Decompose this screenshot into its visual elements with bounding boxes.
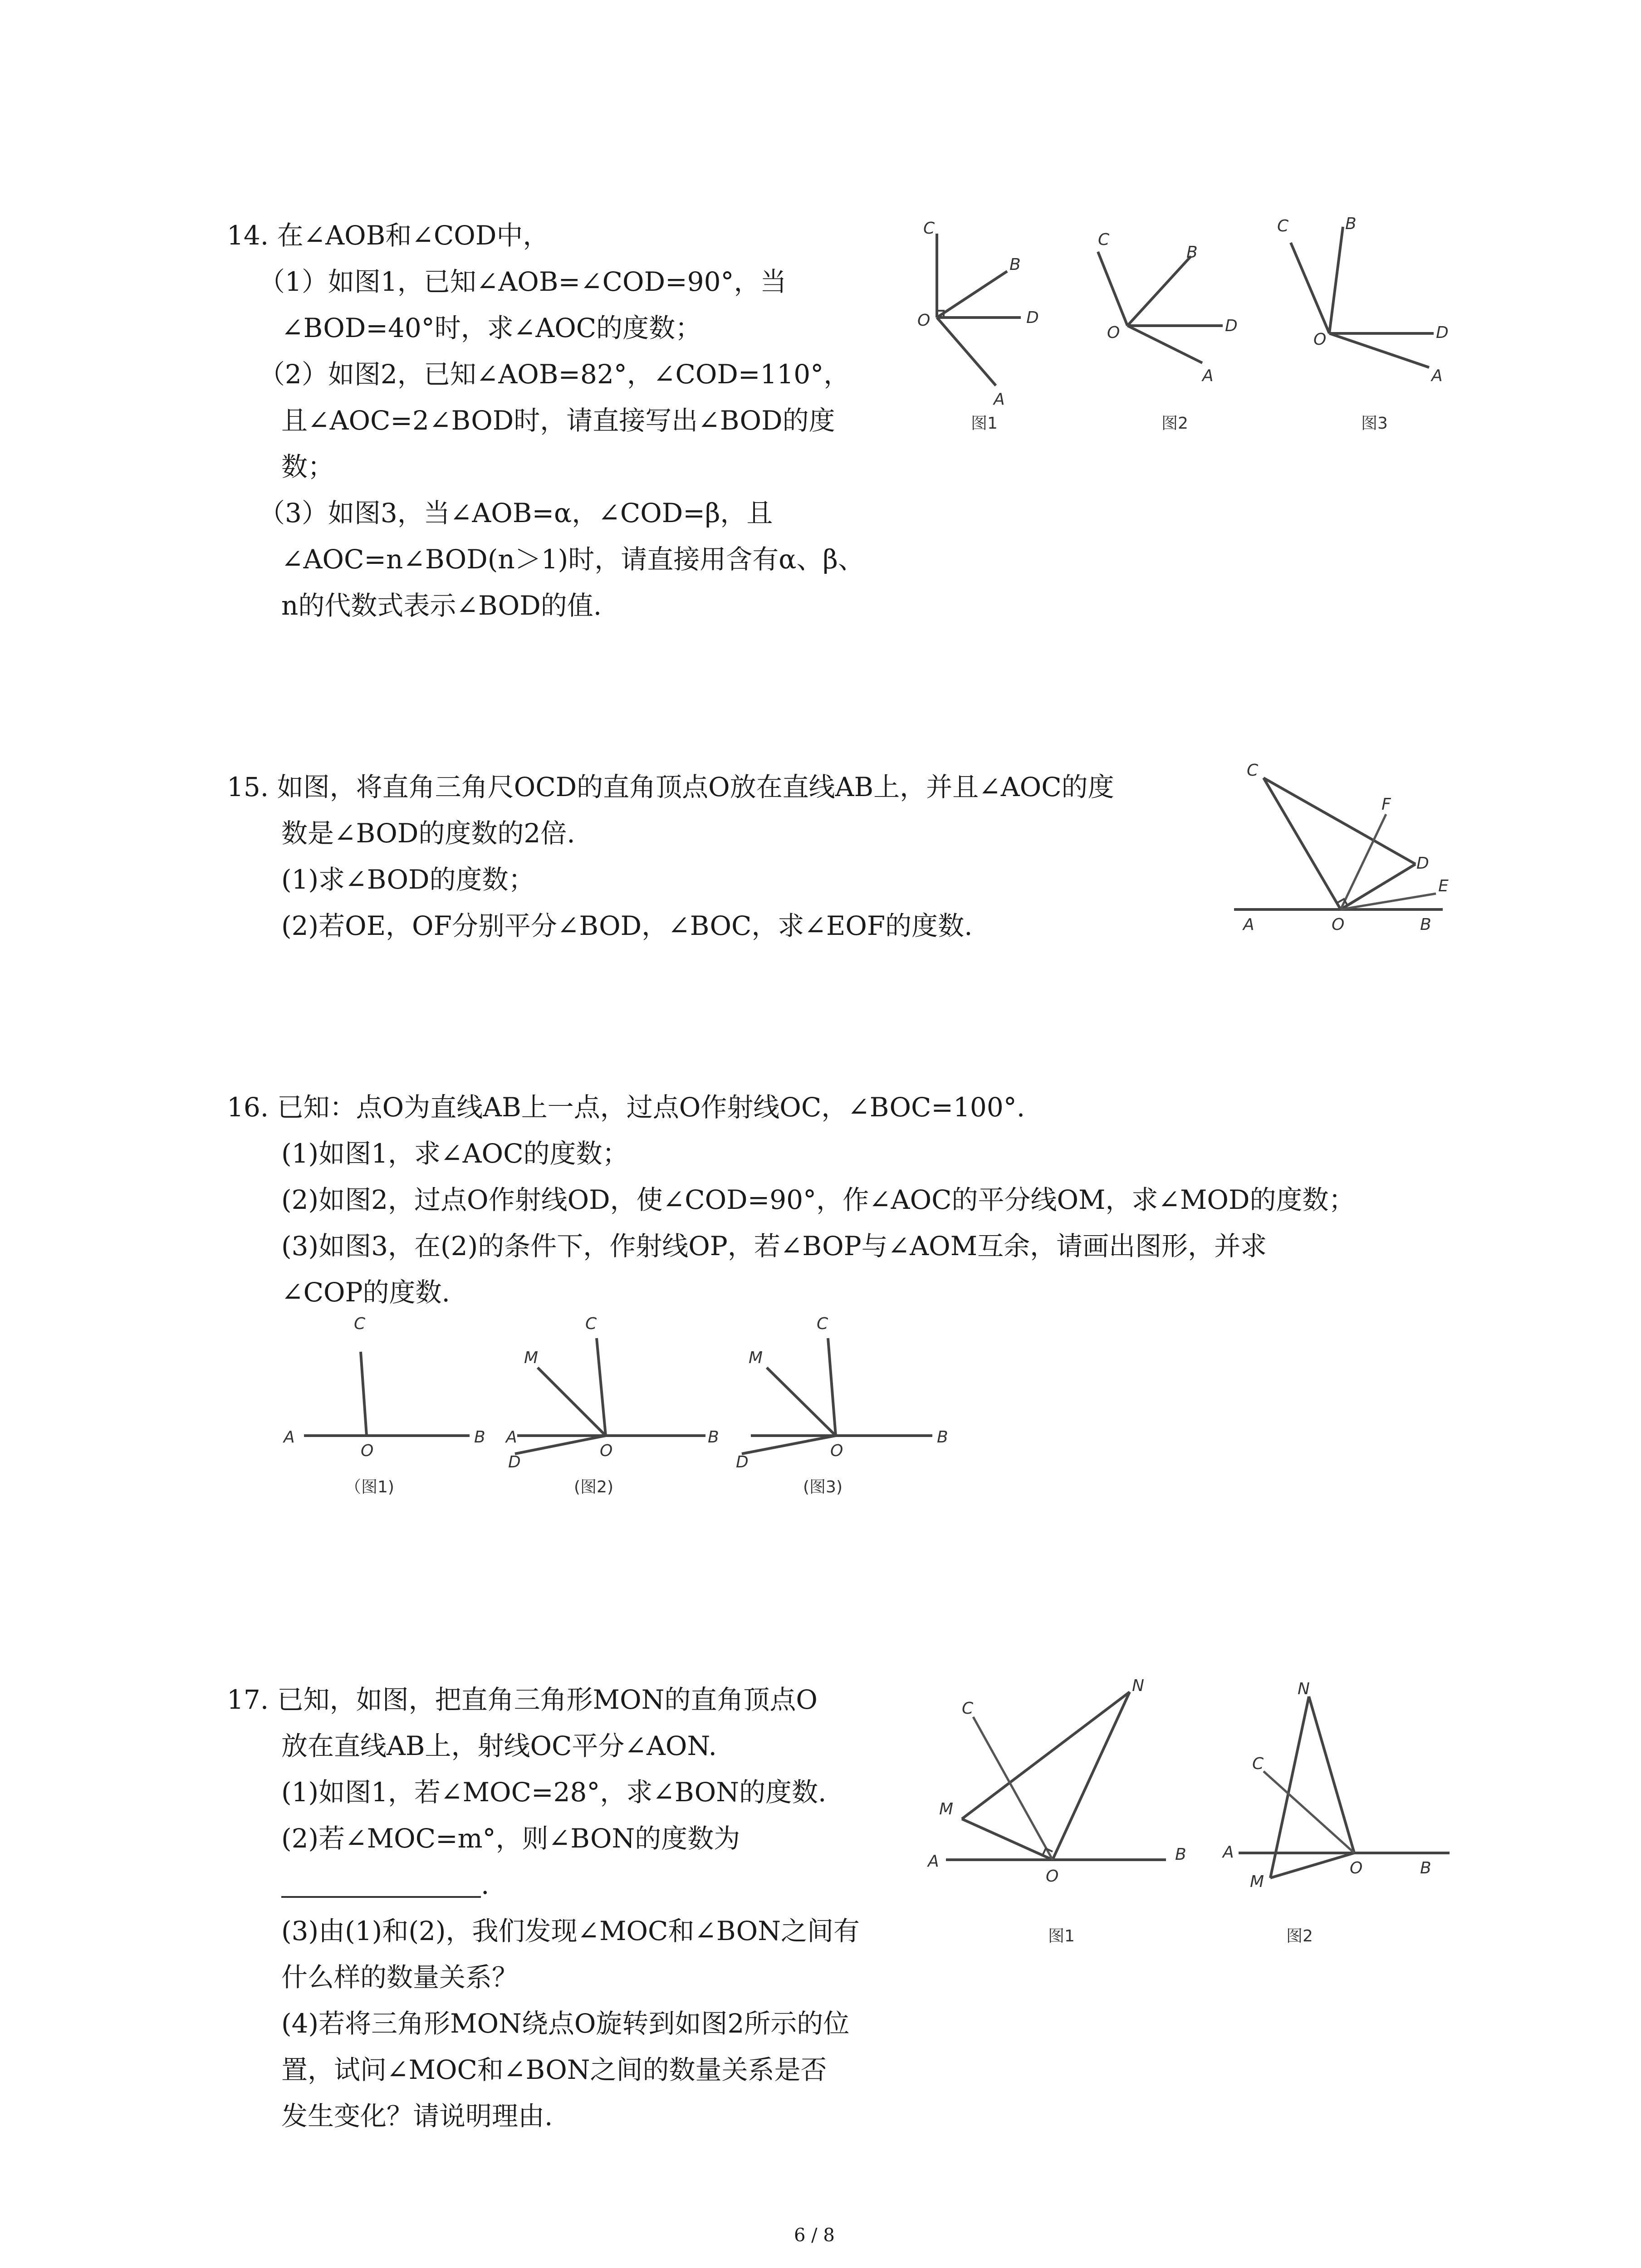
q15-label-a: A (1243, 915, 1254, 934)
q16-fig2-label-o: O (600, 1442, 613, 1460)
q16-fig3-label-d: D (736, 1453, 749, 1471)
q16-line-2: (1)如图1，求∠AOC的度数； (281, 1138, 629, 1169)
q17-figure-2 (1222, 1680, 1450, 1945)
q15-line-2: 数是∠BOD的度数的2倍. (281, 818, 575, 849)
q16-fig1-caption: （图1) (345, 1478, 394, 1496)
q17-line-9: 置，试问∠MOC和∠BON之间的数量关系是否 (281, 2054, 827, 2085)
q17-line-3: (1)如图1，若∠MOC=28°，求∠BON的度数. (281, 1777, 827, 1808)
q14-fig2-caption: 图2 (1161, 414, 1188, 433)
q15-label-c: C (1247, 761, 1259, 780)
fig2-label-a: A (1202, 367, 1214, 385)
q17-fig1-label-b: B (1175, 1845, 1186, 1864)
q16-fig3-label-m: M (749, 1349, 763, 1367)
q17-line-1: 17. 已知，如图，把直角三角形MON的直角顶点O (227, 1684, 818, 1715)
q14-figure-1 (917, 219, 1039, 433)
q16-fig1-label-o: O (361, 1442, 374, 1460)
q17-line-10: 发生变化？请说明理由. (281, 2101, 553, 2131)
q17-figures (916, 1660, 1461, 1960)
q17-fig2-caption: 图2 (1286, 1927, 1313, 1945)
q16-fig2-label-b: B (708, 1428, 719, 1447)
q14-figures (885, 200, 1474, 454)
q16-figures (272, 1306, 980, 1515)
q16-line-4: (3)如图3，在(2)的条件下，作射线OP，若∠BOP与∠AOM互余，请画出图形，并求 (281, 1231, 1267, 1261)
fig3-label-a: A (1431, 367, 1443, 385)
fig3-label-b: B (1345, 215, 1357, 233)
q17-fig2-label-m: M (1250, 1872, 1264, 1891)
q17-fig1-label-o: O (1046, 1867, 1059, 1886)
q17-period: . (481, 1869, 490, 1900)
q14-line-1: 14. 在∠AOB和∠COD中， (227, 220, 549, 251)
fig3-label-c: C (1277, 217, 1289, 235)
q14-line-9: n的代数式表示∠BOD的值. (281, 590, 602, 621)
page-number: 6 / 8 (794, 2225, 835, 2246)
q17-line-5 (281, 1869, 490, 1900)
q16-fig2-label-a: A (506, 1428, 517, 1447)
fig2-label-o: O (1107, 323, 1120, 342)
q15-label-d: D (1416, 854, 1429, 873)
q16-fig2-label-c: C (585, 1315, 597, 1333)
q14-line-3: ∠BOD=40°时，求∠AOC的度数； (281, 313, 702, 343)
q14-line-5: 且∠AOC=2∠BOD时，请直接写出∠BOD的度 (281, 405, 835, 436)
q16-fig3-label-b: B (937, 1428, 948, 1447)
q16-fig2-label-m: M (524, 1349, 539, 1367)
q14-fig3-caption: 图3 (1361, 414, 1388, 433)
q17-line-8: (4)若将三角形MON绕点O旋转到如图2所示的位 (281, 2008, 850, 2039)
q16-fig3-caption: (图3) (803, 1478, 843, 1496)
fig1-label-c: C (923, 219, 935, 238)
q14-figure-3 (1277, 215, 1449, 433)
q16-fig3-label-c: C (817, 1315, 828, 1333)
q14-figure-2 (1098, 230, 1238, 433)
q16-fig1-label-a: A (284, 1428, 295, 1447)
q17-fig1-label-m: M (939, 1800, 954, 1818)
q14-line-8: ∠AOC=n∠BOD(n＞1)时，请直接用含有α、β、 (281, 544, 864, 575)
q14-fig1-caption: 图1 (971, 414, 998, 433)
q17-fig2-label-b: B (1420, 1859, 1431, 1877)
q17-line-4: (2)若∠MOC=m°，则∠BON的度数为 (281, 1823, 740, 1854)
q15-line-4: (2)若OE，OF分别平分∠BOD，∠BOC，求∠EOF的度数. (281, 910, 973, 941)
q17-line-7: 什么样的数量关系？ (281, 1962, 519, 1993)
q15-label-e: E (1438, 877, 1449, 895)
q16-fig1-label-b: B (474, 1428, 485, 1447)
fig2-label-c: C (1098, 230, 1110, 249)
q15-line-1: 15. 如图，将直角三角尺OCD的直角顶点O放在直线AB上，并且∠AOC的度 (227, 772, 1114, 802)
q14-line-7: （3）如图3，当∠AOB=α，∠COD=β，且 (259, 498, 773, 528)
fig1-label-b: B (1009, 255, 1021, 274)
q14-line-4: （2）如图2，已知∠AOB=82°，∠COD=110°， (259, 359, 850, 390)
fig2-label-b: B (1186, 243, 1198, 262)
q17-fig1-label-c: C (962, 1699, 974, 1718)
q17-fig2-label-a: A (1223, 1843, 1234, 1862)
q17-fig1-label-a: A (928, 1852, 939, 1871)
q16-line-1: 16. 已知：点O为直线AB上一点，过点O作射线OC，∠BOC=100°. (227, 1092, 1025, 1123)
q16-line-3: (2)如图2，过点O作射线OD，使∠COD=90°，作∠AOC的平分线OM，求∠MOD的度数； (281, 1184, 1355, 1215)
q16-fig3-label-o: O (830, 1442, 843, 1460)
fig1-label-d: D (1026, 308, 1039, 327)
q17-line-2: 放在直线AB上，射线OC平分∠AON. (281, 1730, 717, 1761)
q17-fig2-label-n: N (1298, 1680, 1310, 1698)
q16-fig1-label-c: C (354, 1315, 366, 1333)
q15-label-f: F (1381, 795, 1391, 814)
q16-figure-2 (505, 1315, 719, 1496)
fig1-label-a: A (994, 390, 1005, 409)
fig3-label-d: D (1436, 323, 1449, 342)
q17-fig2-label-o: O (1350, 1859, 1363, 1877)
q15-label-b: B (1420, 915, 1431, 934)
q14-line-6: 数； (281, 451, 334, 482)
q14-line-2: （1）如图1，已知∠AOB=∠COD=90°，当 (259, 266, 787, 297)
q16-line-5: ∠COP的度数. (281, 1277, 450, 1308)
q16-figure-3 (736, 1315, 948, 1496)
q15-label-o: O (1332, 915, 1345, 934)
q15-figure (1225, 748, 1479, 948)
fig3-label-o: O (1313, 330, 1327, 349)
q17-fig1-caption: 图1 (1048, 1927, 1075, 1945)
q16-fig2-label-d: D (508, 1453, 521, 1471)
q15-line-3: (1)求∠BOD的度数； (281, 864, 535, 895)
q16-fig2-caption: (图2) (574, 1478, 613, 1496)
q17-figure-1 (927, 1677, 1186, 1945)
fig2-label-d: D (1225, 317, 1238, 335)
q17-fig1-label-n: N (1132, 1677, 1144, 1695)
q17-fig2-label-c: C (1252, 1755, 1264, 1773)
answer-blank[interactable] (281, 1873, 481, 1898)
q16-figure-1 (283, 1315, 485, 1496)
fig1-label-o: O (917, 311, 931, 330)
q17-line-6: (3)由(1)和(2)，我们发现∠MOC和∠BON之间有 (281, 1916, 860, 1946)
